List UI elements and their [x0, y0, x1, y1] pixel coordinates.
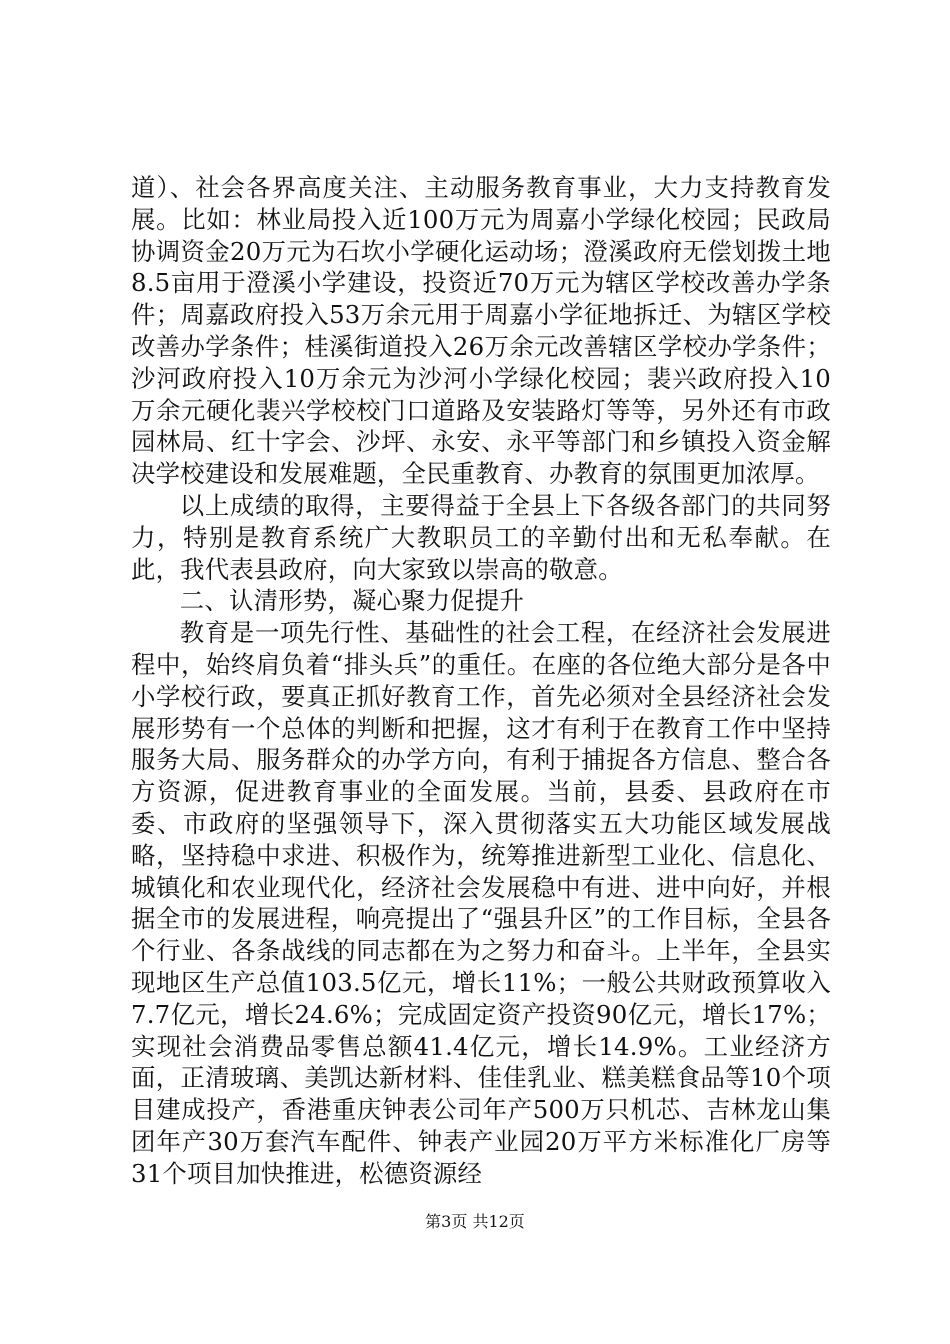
paragraph-continuation: 道）、社会各界高度关注、主动服务教育事业，大力支持教育发展。比如：林业局投入近100万元为周嘉小学绿化校园；民政局协调资金20万元为石坎小学硬化运动场；澄溪政府无偿划拨土地8.5亩用于澄溪小学建设，投资近70万元为辖区学校改善办学条件；周嘉政府投入53万余元用于周嘉小学征地拆迁、为辖区学校改善办学条件；桂溪街道投入26万余元改善辖区学校办学条件；沙河政府投入10万余元为沙河小学绿化校园；裴兴政府投入10万余元硬化裴兴学校校门口道路及安装路灯等等，另外还有市政园林局、红十字会、沙坪、永安、永平等部门和乡镇投入资金解决学校建设和发展难题，全民重教育、办教育的氛围更加浓厚。: [131, 173, 831, 489]
document-body: [131, 172, 831, 1190]
paragraph-situation: 教育是一项先行性、基础性的社会工程，在经济社会发展进程中，始终肩负着“排头兵”的重任。在座的各位绝大部分是各中小学校行政，要真正抓好教育工作，首先必须对全县经济社会发展形势有一个总体的判断和把握，这才有利于在教育工作中坚持服务大局、服务群众的办学方向，有利于捕捉各方信息、整合各方资源，促进教育事业的全面发展。当前，县委、县政府在市委、市政府的坚强领导下，深入贯彻落实五大功能区域发展战略，坚持稳中求进、积极作为，统筹推进新型工业化、信息化、城镇化和农业现代化，经济社会发展稳中有进、进中向好，并根据全市的发展进程，响亮提出了“强县升区”的工作目标，全县各个行业、各条战线的同志都在为之努力和奋斗。上半年，全县实现地区生产总值103.5亿元，增长11%；一般公共财政预算收入7.7亿元，增长24.6%；完成固定资产投资90亿元，增长17%；实现社会消费品零售总额41.4亿元，增长14.9%。工业经济方面，正清玻璃、美凯达新材料、佳佳乳业、糕美糕食品等10个项目建成投产，香港重庆钟表公司年产500万只机芯、吉林龙山集团年产30万套汽车配件、钟表产业园20万平方米标准化厂房等31个项目加快推进，松德资源经: [131, 618, 831, 1188]
section-heading: 二、认清形势，凝心聚力促提升: [179, 586, 525, 616]
paragraph-acknowledgement: 以上成绩的取得，主要得益于全县上下各级各部门的共同努力，特别是教育系统广大教职员工的辛勤付出和无私奉献。在此，我代表县政府，向大家致以崇高的敬意。: [131, 490, 831, 584]
page-footer: 第3页 共12页: [425, 1212, 525, 1231]
